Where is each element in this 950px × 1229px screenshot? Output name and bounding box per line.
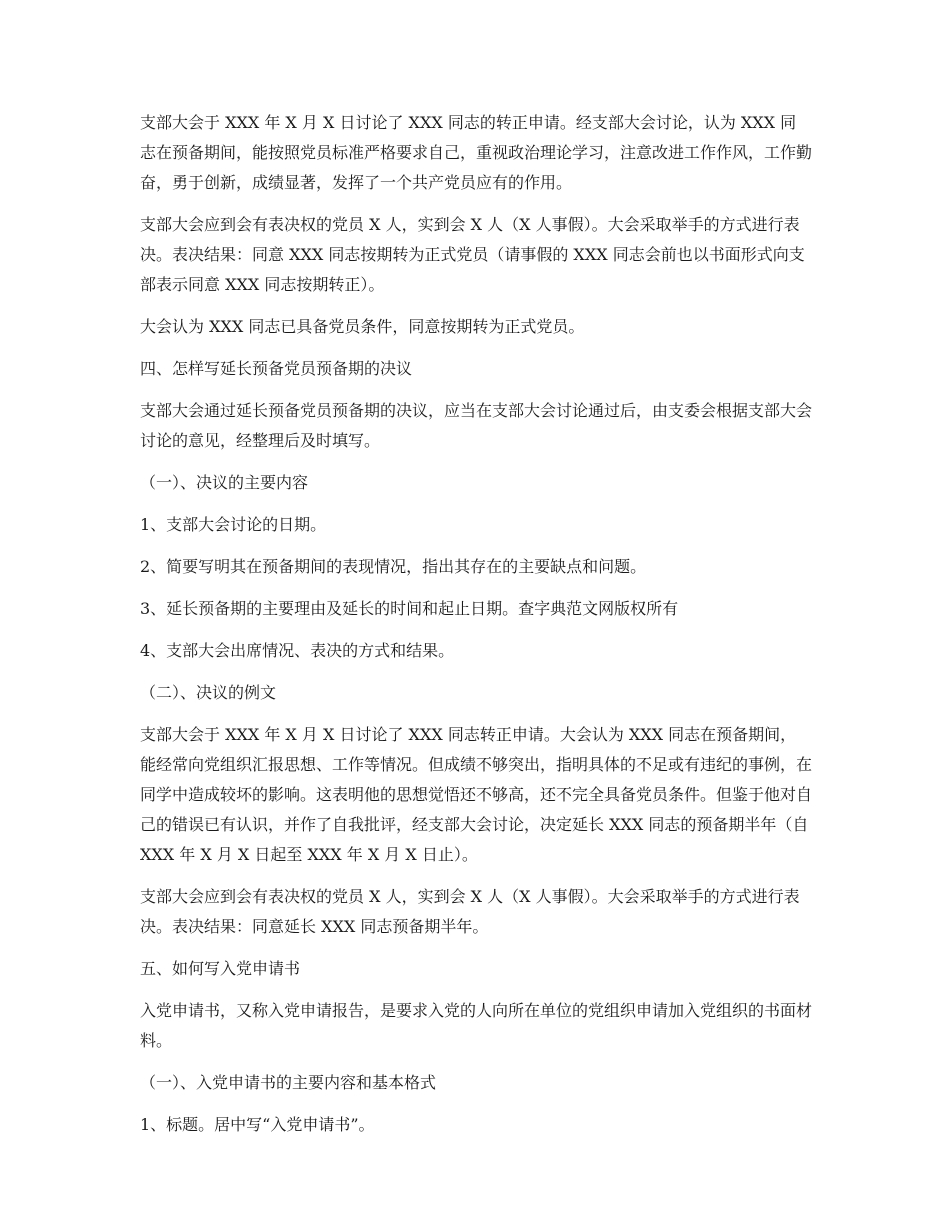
list-item-title: 1、标题。居中写“入党申请书”。 — [140, 1115, 375, 1134]
section-heading-5: 五、如何写入党申请书 — [140, 959, 301, 978]
paragraph-example-resolution: 支部大会于 XXX 年 X 月 X 日讨论了 XXX 同志转正申请。大会认为 XXX 同志在预备期间，能经常向党组织汇报思想、工作等情况。但成绩不够突出，指明具体的不足或有违纪的事例，在同学中造成较坏的影响。这表明他的思想觉悟还不够高，还不完全具备党员条件。但鉴于他对自己的错误已有认识，并作了自我批评，经支部大会讨论，决定延长 XXX 同志的预备期半年（自 XXX 年 X 月 X 日起至 XXX 年 X 月 X 日止）。 — [140, 725, 813, 864]
paragraph-resolution-text: 支部大会于 XXX 年 X 月 X 日讨论了 XXX 同志的转正申请。经支部大会讨论，认为 XXX 同志在预备期间，能按照党员标准严格要求自己，重视政治理论学习，注意改进工作作风，工作勤奋，勇于创新，成绩显著，发挥了一个共产党员应有的作用。 — [140, 113, 813, 192]
paragraph-conclusion: 大会认为 XXX 同志已具备党员条件，同意按期转为正式党员。 — [140, 317, 585, 336]
list-item-1: 1、支部大会讨论的日期。 — [140, 515, 327, 534]
subsection-heading-main-content: （一）、决议的主要内容 — [140, 473, 309, 492]
list-item-3: 3、延长预备期的主要理由及延长的时间和起止日期。查字典范文网版权所有 — [140, 599, 679, 618]
paragraph-extension-intro: 支部大会通过延长预备党员预备期的决议，应当在支部大会讨论通过后，由支委会根据支部大会讨论的意见，经整理后及时填写。 — [140, 401, 813, 450]
subsection-heading-format: （一）、入党申请书的主要内容和基本格式 — [140, 1073, 437, 1092]
list-item-2: 2、简要写明其在预备期间的表现情况，指出其存在的主要缺点和问题。 — [140, 557, 647, 576]
subsection-heading-example: （二）、决议的例文 — [140, 683, 277, 702]
document-body — [140, 108, 812, 1152]
paragraph-vote-result: 支部大会应到会有表决权的党员 X 人，实到会 X 人（X 人事假）。大会采取举手的方式进行表决。表决结果：同意 XXX 同志按期转为正式党员（请事假的 XXX 同志会前也以书面形式向支部表示同意 XXX 同志按期转正）。 — [140, 215, 805, 294]
list-item-4: 4、支部大会出席情况、表决的方式和结果。 — [140, 641, 455, 660]
section-heading-4: 四、怎样写延长预备党员预备期的决议 — [140, 359, 413, 378]
paragraph-application-definition: 入党申请书，又称入党申请报告，是要求入党的人向所在单位的党组织申请加入党组织的书面材料。 — [140, 1001, 813, 1050]
paragraph-example-vote: 支部大会应到会有表决权的党员 X 人，实到会 X 人（X 人事假）。大会采取举手的方式进行表决。表决结果：同意延长 XXX 同志预备期半年。 — [140, 887, 800, 936]
